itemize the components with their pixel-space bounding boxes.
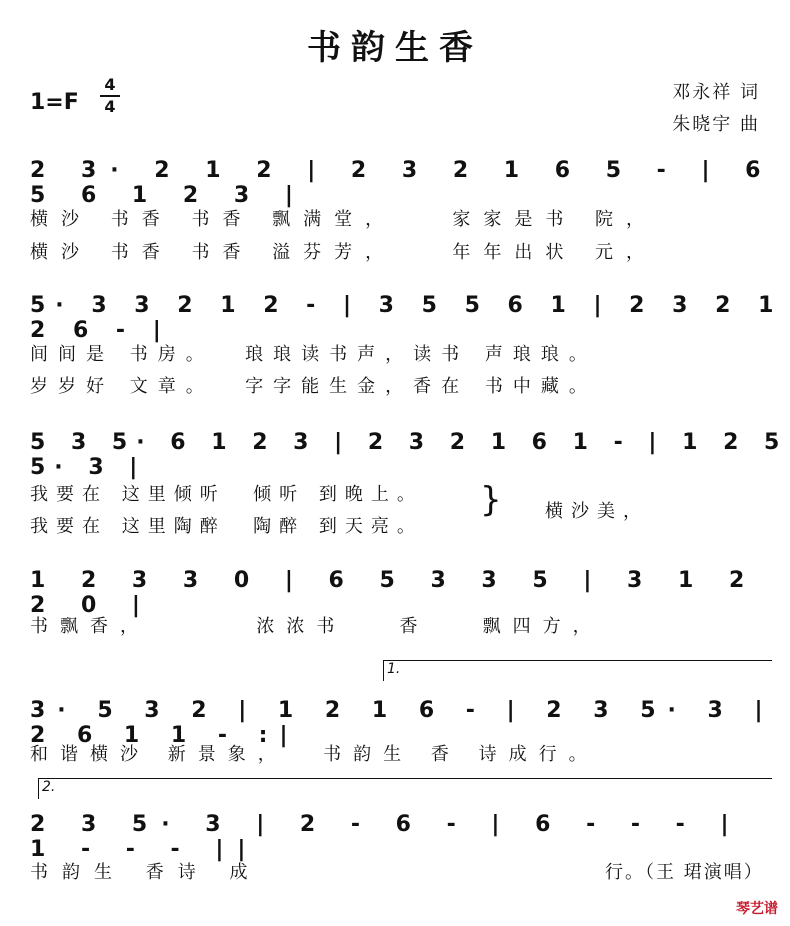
lyrics-system-5: 和谐横沙 新景象， 书韵生 香 诗成行。 [30, 744, 599, 765]
notes-system-1: 2 3· 2 1 2 | 2 3 2 1 6 5 - | 6 5 6 1 2 3 | [30, 158, 775, 208]
volta-1: 1. [383, 660, 772, 681]
lyrics-system-1-verse-1: 横沙 书香 书香 飘满堂， 家家是书 院， [30, 209, 658, 230]
verse-brace: } [480, 480, 502, 520]
lyrics-system-1-verse-2: 横沙 书香 书香 溢芬芳， 年年出状 元， [30, 242, 658, 263]
lyrics-system-3-verse-2: 我要在 这里陶醉 陶醉 到天亮。 [30, 516, 423, 537]
time-signature [98, 76, 122, 116]
lyricist-credit: 邓永祥 词 [672, 82, 760, 103]
notes-system-6: 2 3 5· 3 | 2 - 6 - | 6 - - - | 1 - - - || [30, 812, 743, 862]
meter-bottom: 4 [104, 97, 116, 116]
volta-2: 2. [38, 778, 772, 799]
notes-system-3: 5 3 5· 6 1 2 3 | 2 3 2 1 6 1 - | 1 2 5 5· 3 | [30, 430, 789, 480]
notes-system-2: 5· 3 3 2 1 2 - | 3 5 5 6 1 | 2 3 2 1 2 6 - | [30, 293, 784, 343]
notes-system-5: 3· 5 3 2 | 1 2 1 6 - | 2 3 5· 3 | 2 6 1 1 - :| [30, 698, 775, 748]
notes-system-4: 1 2 3 3 0 | 6 5 3 3 5 | 3 1 2 2 0 | [30, 568, 759, 618]
lyrics-system-2-verse-2: 岁岁好 文章。 字字能生金，香在 书中藏。 [30, 376, 597, 397]
site-logo: 琴艺谱 [736, 901, 778, 917]
lyrics-system-4: 书飘香， 浓浓书 香 飘四方， [30, 616, 603, 637]
lyrics-system-3-verse-1: 我要在 这里倾听 倾听 到晚上。 [30, 484, 423, 505]
lyrics-system-3-shared: 横沙美， [545, 501, 649, 522]
lyrics-system-6: 书韵生 香诗 成 [30, 862, 262, 883]
song-title: 书韵生香 [307, 28, 483, 68]
lyrics-system-2-verse-1: 间间是 书房。 琅琅读书声，读书 声琅琅。 [30, 344, 597, 365]
key-signature: 1=F [30, 90, 79, 115]
meter-top: 4 [104, 75, 116, 94]
composer-credit: 朱晓宇 曲 [672, 114, 760, 135]
lyrics-system-6-end: 行。（王 珺演唱） [605, 862, 764, 883]
